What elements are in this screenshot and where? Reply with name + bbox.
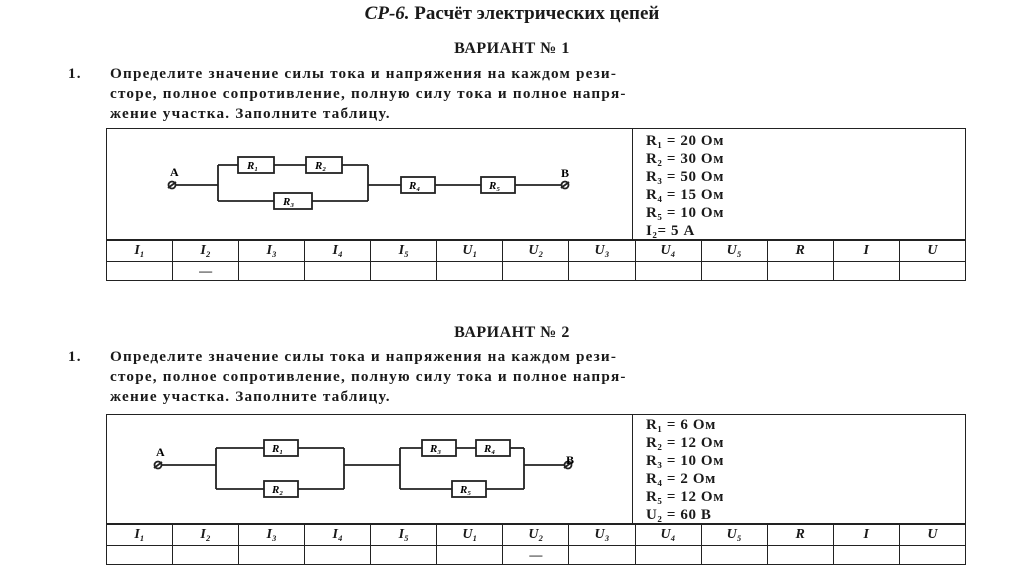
value-cell[interactable]: [437, 546, 503, 565]
value-cell[interactable]: [503, 262, 569, 281]
task-number: 1.: [68, 348, 82, 365]
task-line: Определите значение силы тока и напряжения на каждом рези-: [110, 65, 618, 82]
header-cell: U₂: [503, 525, 569, 546]
variant-1-results-table: [106, 240, 966, 281]
header-cell: U₄: [635, 241, 701, 262]
variant-1-heading: ВАРИАНТ № 1: [454, 40, 570, 57]
variant-1-task: [68, 64, 968, 126]
value-cell[interactable]: [371, 262, 437, 281]
header-cell: I₄: [305, 525, 371, 546]
value-cell[interactable]: [767, 262, 833, 281]
param-line: U₂ = 60 В: [646, 507, 712, 523]
param-line: R₄ = 2 Ом: [646, 471, 716, 487]
terminal-a-label: A: [156, 445, 165, 459]
title-text: Расчёт электрических цепей: [414, 3, 660, 24]
table-header-row: [107, 241, 966, 262]
resistor-r4-label: R₄: [484, 443, 496, 455]
param-line: R₄ = 15 Ом: [646, 187, 725, 203]
resistor-r1-label: R₁: [247, 160, 259, 172]
header-cell: I₄: [305, 241, 371, 262]
variant-2-task: [68, 347, 968, 409]
param-line: R₁ = 6 Ом: [646, 417, 716, 433]
variant-1-params: [646, 132, 724, 240]
value-cell[interactable]: [173, 546, 239, 565]
header-cell: U₃: [569, 241, 635, 262]
value-cell[interactable]: [569, 546, 635, 565]
header-cell: I: [833, 525, 899, 546]
terminal-b-label: B: [561, 166, 570, 180]
value-cell[interactable]: [635, 546, 701, 565]
resistor-r4-label: R₄: [409, 180, 421, 192]
variant-2-params: [646, 416, 724, 524]
value-cell[interactable]: [305, 262, 371, 281]
header-cell: U₄: [635, 525, 701, 546]
table-value-row: [107, 546, 966, 565]
task-text: [110, 64, 970, 124]
value-cell[interactable]: [305, 546, 371, 565]
header-cell: U₁: [437, 241, 503, 262]
header-cell: I₃: [239, 241, 305, 262]
header-cell: U₅: [701, 241, 767, 262]
value-cell[interactable]: [767, 546, 833, 565]
value-cell[interactable]: [833, 262, 899, 281]
page-title: [0, 3, 1024, 25]
value-cell[interactable]: —: [503, 546, 569, 565]
task-line: Определите значение силы тока и напряжения на каждом рези-: [110, 348, 618, 365]
value-cell[interactable]: [899, 262, 965, 281]
variant-1-divider: [632, 128, 633, 240]
header-cell: I₁: [107, 525, 173, 546]
value-cell[interactable]: [437, 262, 503, 281]
task-line: жение участка. Заполните таблицу.: [110, 388, 391, 405]
header-cell: U: [899, 525, 965, 546]
param-line: R₁ = 20 Ом: [646, 133, 725, 149]
header-cell: R: [767, 525, 833, 546]
task-number: 1.: [68, 65, 82, 82]
header-cell: I₅: [371, 525, 437, 546]
param-line: I₂= 5 А: [646, 223, 695, 239]
header-cell: U₂: [503, 241, 569, 262]
param-line: R₂ = 30 Ом: [646, 151, 725, 167]
header-cell: U₁: [437, 525, 503, 546]
task-line: жение участка. Заполните таблицу.: [110, 105, 391, 122]
param-line: R₂ = 12 Ом: [646, 435, 725, 451]
title-code: СР-6.: [364, 3, 410, 24]
header-cell: I₁: [107, 241, 173, 262]
header-cell: I₂: [173, 241, 239, 262]
table-header-row: [107, 525, 966, 546]
param-line: R₅ = 12 Ом: [646, 489, 725, 505]
task-line: сторе, полное сопротивление, полную силу тока и полное напря-: [110, 85, 627, 102]
header-cell: U: [899, 241, 965, 262]
header-cell: I₂: [173, 525, 239, 546]
resistor-r2-label: R₂: [315, 160, 327, 172]
value-cell[interactable]: [107, 262, 173, 281]
header-cell: I₅: [371, 241, 437, 262]
header-cell: I₃: [239, 525, 305, 546]
variant-1-circuit-diagram: [106, 128, 632, 240]
value-cell[interactable]: [701, 546, 767, 565]
task-line: сторе, полное сопротивление, полную силу тока и полное напря-: [110, 368, 627, 385]
terminal-a-label: A: [170, 165, 179, 179]
variant-2-divider: [632, 414, 633, 524]
value-cell[interactable]: [239, 262, 305, 281]
value-cell[interactable]: —: [173, 262, 239, 281]
header-cell: I: [833, 241, 899, 262]
terminal-b-label: B: [566, 453, 575, 467]
header-cell: U₃: [569, 525, 635, 546]
value-cell[interactable]: [107, 546, 173, 565]
table-value-row: [107, 262, 966, 281]
value-cell[interactable]: [371, 546, 437, 565]
value-cell[interactable]: [569, 262, 635, 281]
param-line: R₃ = 50 Ом: [646, 169, 725, 185]
value-cell[interactable]: [635, 262, 701, 281]
task-text: [110, 347, 970, 407]
header-cell: U₅: [701, 525, 767, 546]
resistor-r2-label: R₂: [272, 484, 284, 496]
param-line: R₃ = 10 Ом: [646, 453, 725, 469]
resistor-r3-label: R₃: [430, 443, 442, 455]
value-cell[interactable]: [701, 262, 767, 281]
variant-2-heading: ВАРИАНТ № 2: [454, 324, 570, 341]
resistor-r1-label: R₁: [272, 443, 284, 455]
variant-2-circuit-diagram: [106, 414, 632, 524]
value-cell[interactable]: [239, 546, 305, 565]
value-cell[interactable]: [899, 546, 965, 565]
param-line: R₅ = 10 Ом: [646, 205, 725, 221]
value-cell[interactable]: [833, 546, 899, 565]
variant-2-results-table: [106, 524, 966, 565]
resistor-r5-label: R₅: [460, 484, 472, 496]
resistor-r3-label: R₃: [283, 196, 295, 208]
header-cell: R: [767, 241, 833, 262]
resistor-r5-label: R₅: [489, 180, 501, 192]
